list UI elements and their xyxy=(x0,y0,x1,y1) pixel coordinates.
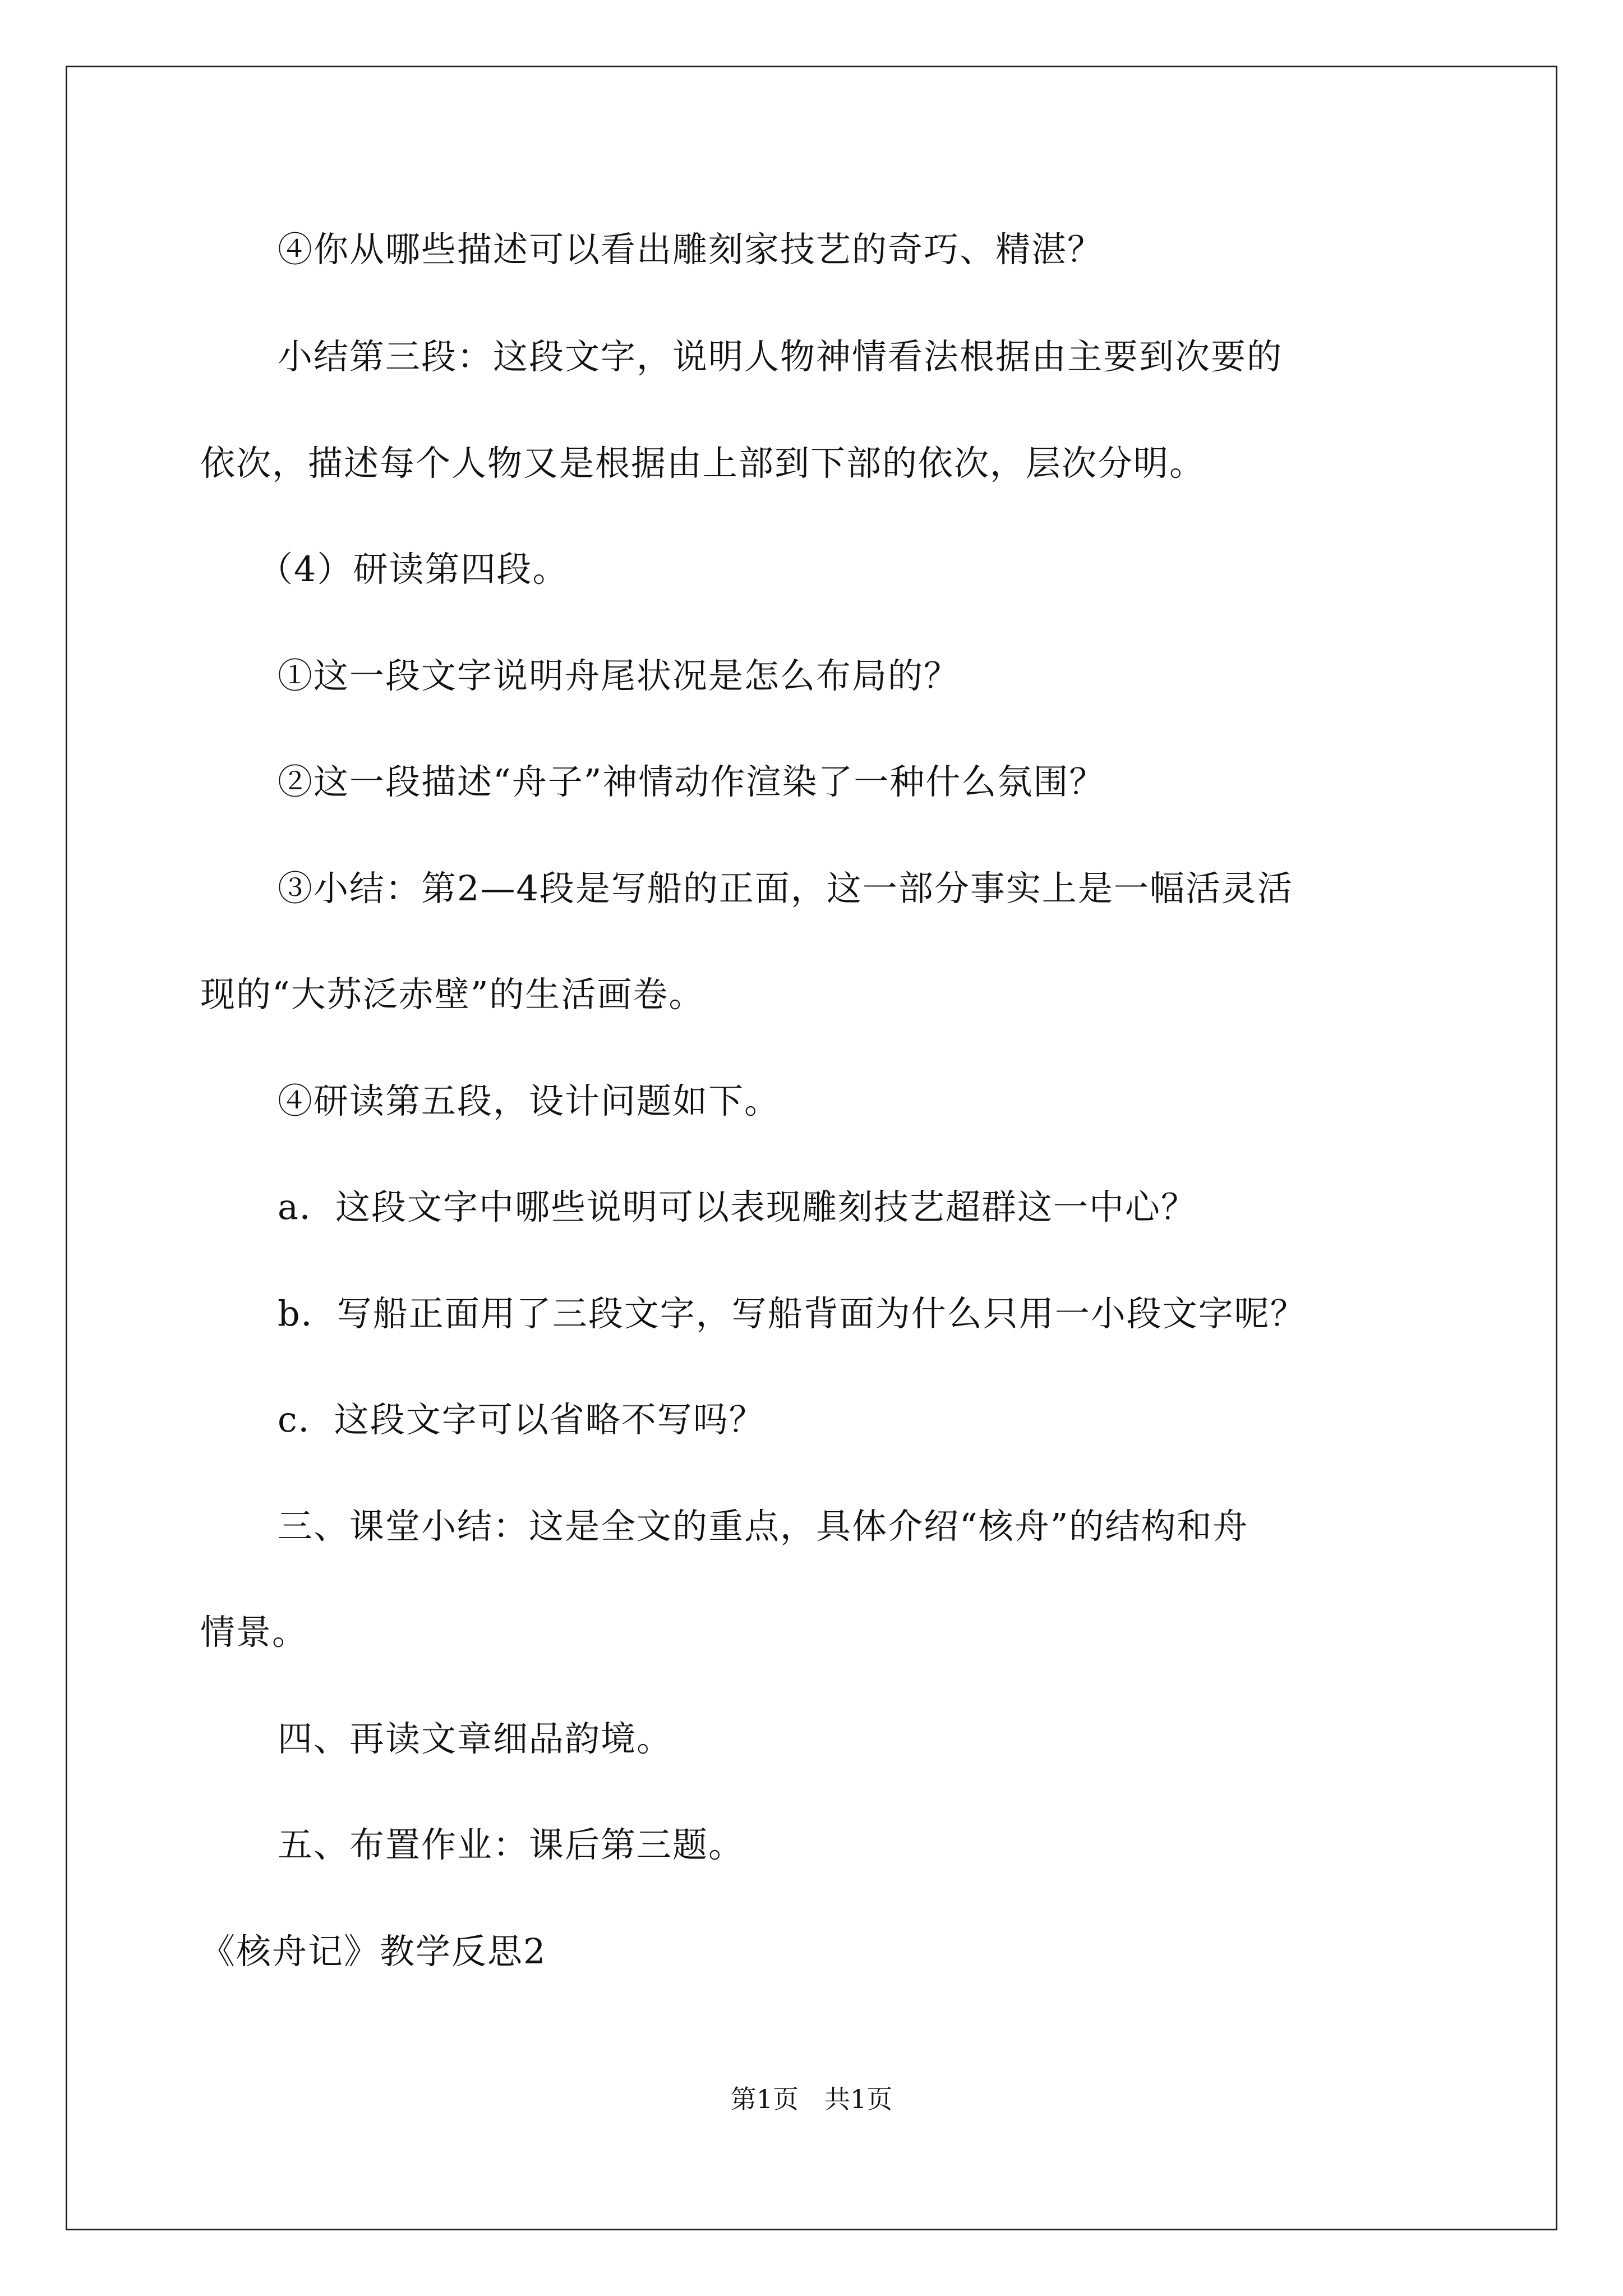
paragraph-question-4: ④你从哪些描述可以看出雕刻家技艺的奇巧、精湛？ xyxy=(278,229,1104,270)
paragraph-question-c: c．这段文字可以省略不写吗？ xyxy=(278,1399,765,1440)
paragraph-summary-line1: ③小结：第2—4段是写船的正面，这一部分事实上是一幅活灵活 xyxy=(278,868,1293,909)
paragraph-question-1: ①这一段文字说明舟尾状况是怎么布局的？ xyxy=(278,655,960,696)
paragraph-summary-line2: 现的“大苏泛赤壁”的生活画卷。 xyxy=(200,974,705,1015)
paragraph-summary-3-line1: 小结第三段：这段文字，说明人物神情看法根据由主要到次要的 xyxy=(278,336,1283,377)
paragraph-question-b: b．写船正面用了三段文字，写船背面为什么只用一小段文字呢？ xyxy=(278,1293,1306,1334)
section-heading-4: （4）研读第四段。 xyxy=(258,549,569,590)
paragraph-summary-3-line2: 依次，描述每个人物又是根据由上部到下部的依次，层次分明。 xyxy=(200,443,1206,484)
paragraph-study-5: ④研读第五段，设计问题如下。 xyxy=(278,1080,781,1121)
paragraph-class-summary-line1: 三、课堂小结：这是全文的重点，具体介绍“核舟”的结构和舟 xyxy=(278,1506,1249,1547)
paragraph-question-2: ②这一段描述“舟子”神情动作渲染了一种什么氛围？ xyxy=(278,761,1105,802)
section-title-reflection-2: 《核舟记》教学反思2 xyxy=(200,1931,547,1972)
page-border xyxy=(66,66,1557,2230)
page-footer: 第1页 共1页 xyxy=(730,2084,893,2114)
paragraph-class-summary-line2: 情景。 xyxy=(200,1612,308,1653)
paragraph-question-a: a．这段文字中哪些说明可以表现雕刻技艺超群这一中心？ xyxy=(278,1186,1197,1227)
paragraph-homework: 五、布置作业：课后第三题。 xyxy=(278,1824,745,1865)
paragraph-reread: 四、再读文章细品韵境。 xyxy=(278,1718,673,1759)
